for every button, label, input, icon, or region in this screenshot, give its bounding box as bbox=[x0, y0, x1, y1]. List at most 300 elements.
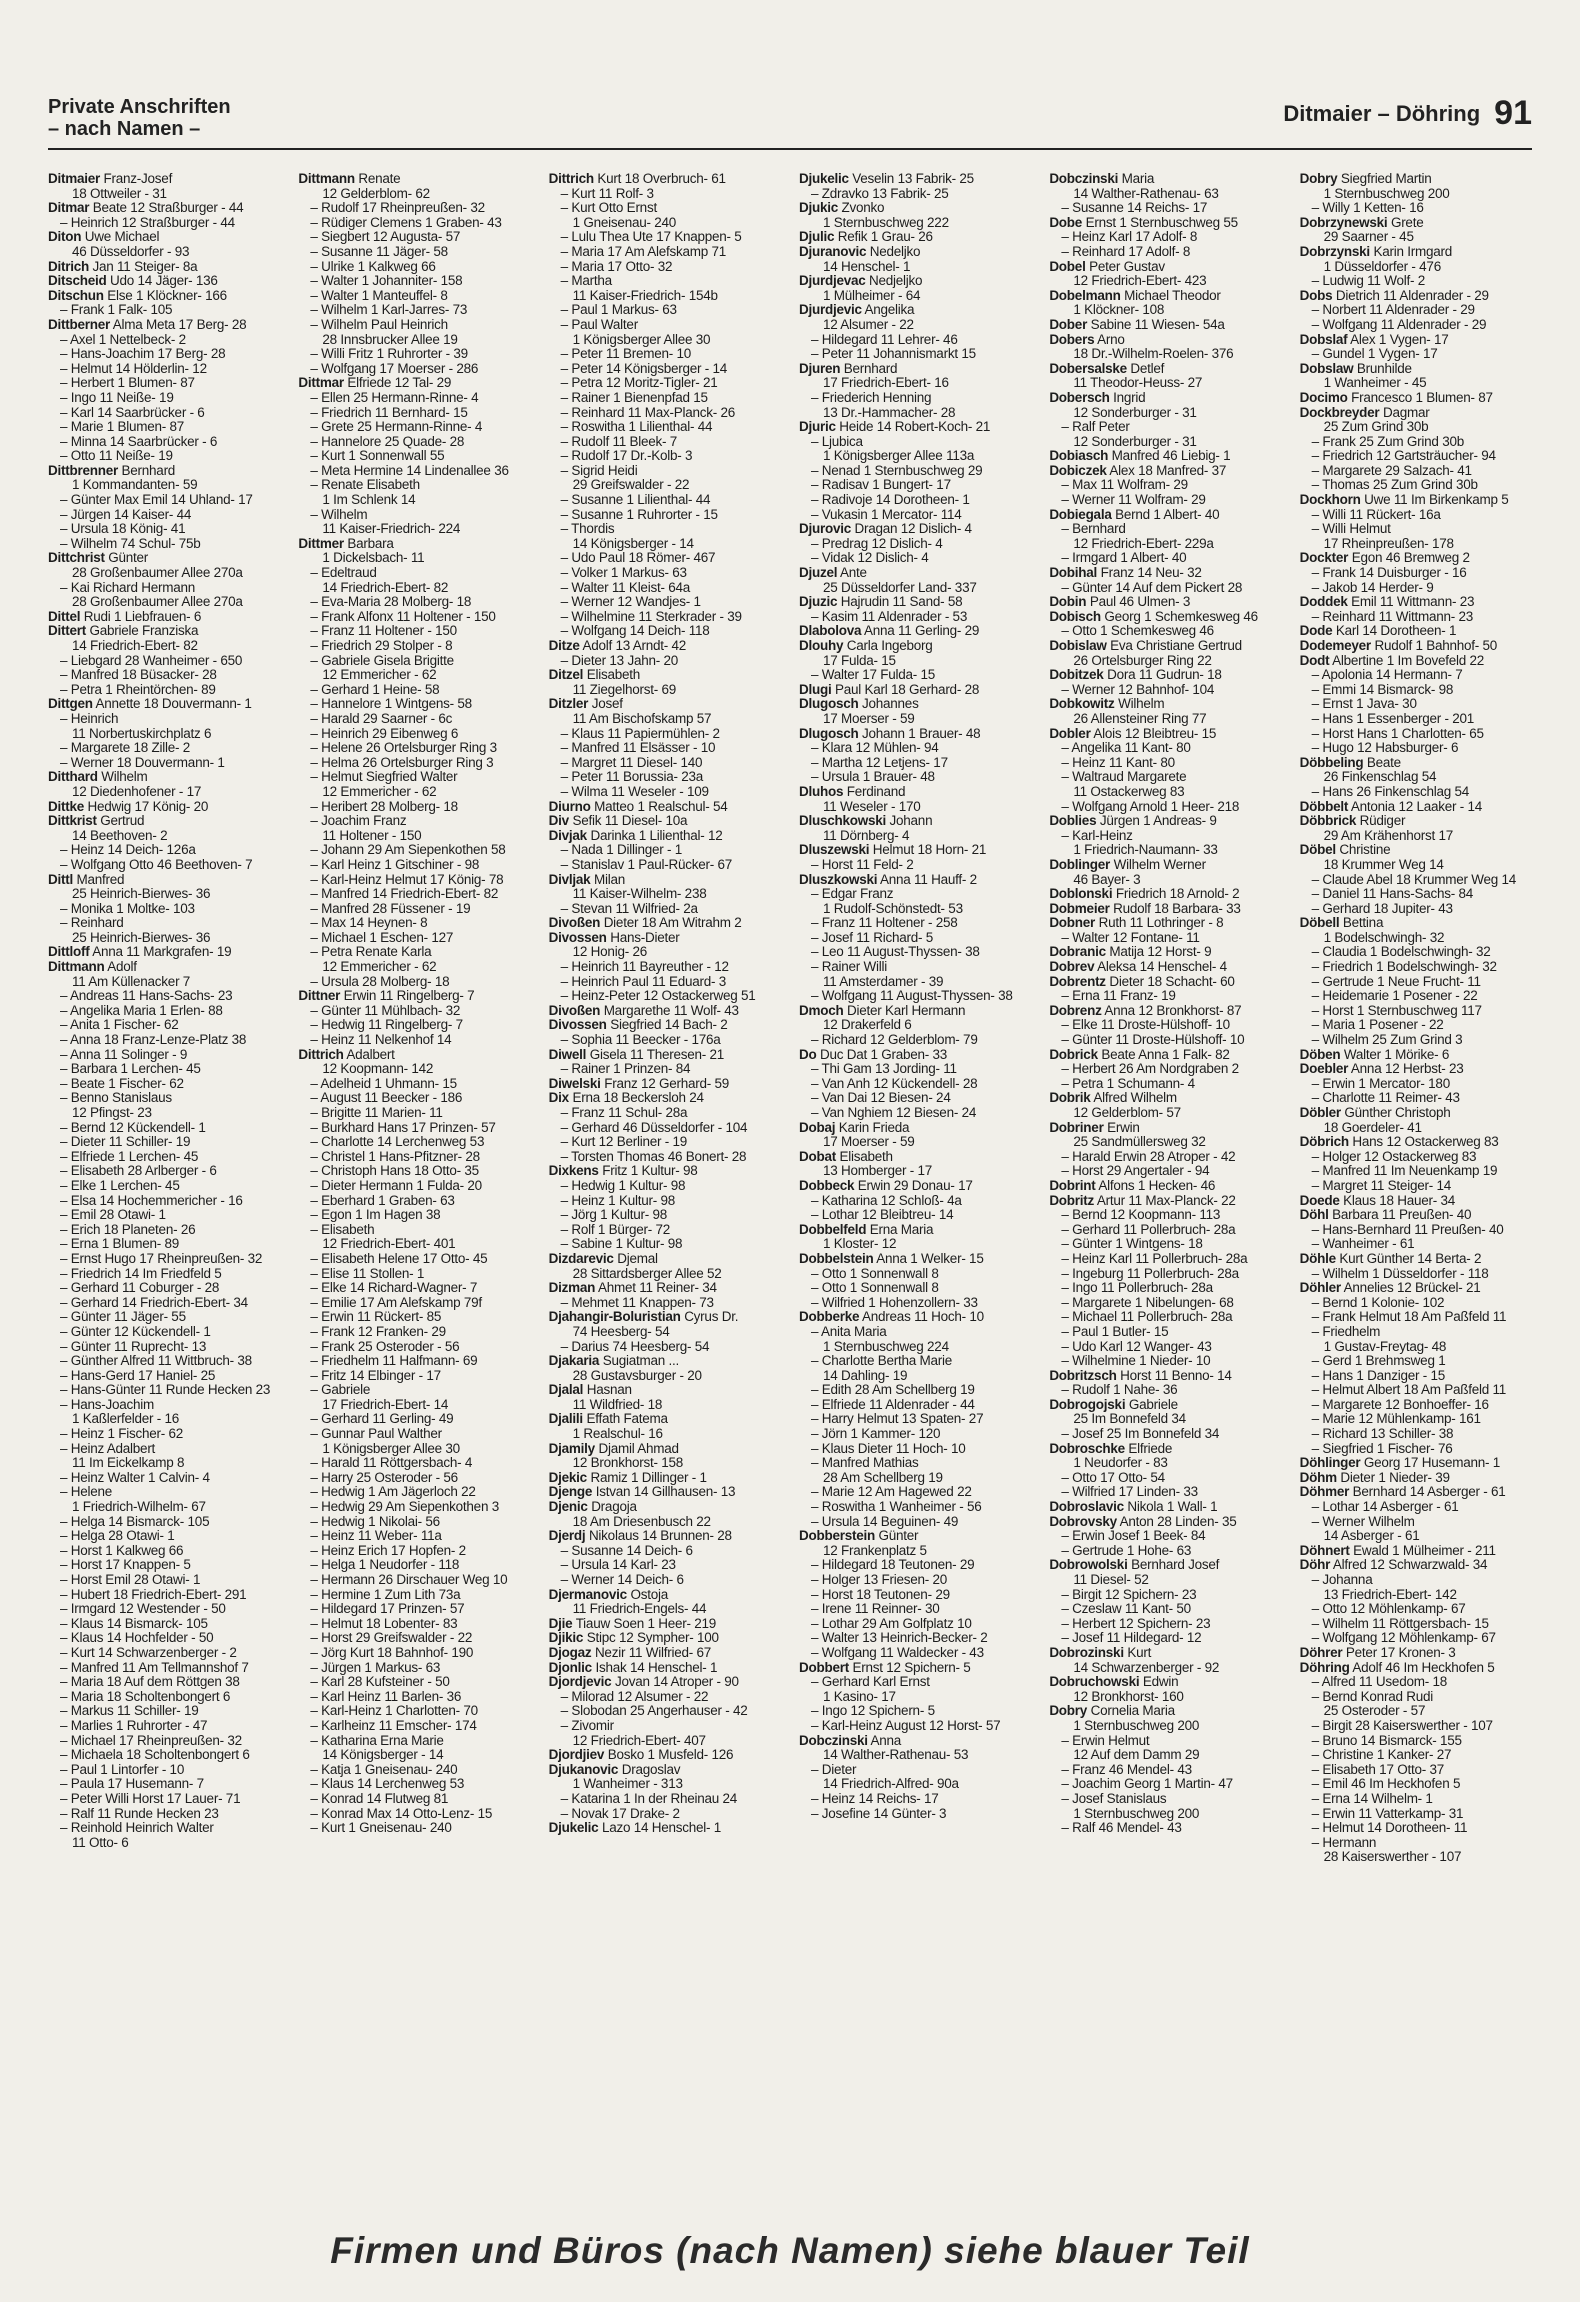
surname: Dockbreyder bbox=[1299, 405, 1380, 420]
entry-address-line: 1 Klöckner- 108 bbox=[1073, 303, 1165, 318]
entry-address-line: 12 Pfingst- 23 bbox=[72, 1106, 152, 1120]
entry-sub-line: – Heinz Adalbert bbox=[60, 1441, 156, 1456]
surname: Dockhorn bbox=[1299, 493, 1361, 508]
surname: Ditzler bbox=[548, 697, 589, 712]
entry-surname-line bbox=[48, 172, 288, 187]
entry-address-line: 11 Kaiser-Wilhelm- 238 bbox=[572, 887, 707, 902]
entry-sub-line: – Josefine 14 Günter- 3 bbox=[810, 1806, 947, 1821]
entry-details: Andreas 11 Hoch- 10 bbox=[862, 1310, 984, 1325]
surname: Dizdarevic bbox=[548, 1251, 614, 1266]
entry-surname-line bbox=[799, 843, 1039, 858]
surname: Dobry bbox=[1049, 1704, 1088, 1719]
entry-details: Aleksa 14 Henschel- 4 bbox=[1097, 960, 1227, 975]
entry-sub-line: – Paul 1 Butler- 15 bbox=[1061, 1324, 1169, 1339]
entry-details: Peter 17 Kronen- 3 bbox=[1345, 1645, 1456, 1660]
entry-sub-line: – Frank 25 Osteroder - 56 bbox=[310, 1339, 460, 1354]
entry-details: Anna bbox=[870, 1733, 902, 1748]
entry-sub-line: – Gerhard 11 Pollerbruch- 28a bbox=[1061, 1222, 1236, 1237]
surname: Döbel bbox=[1299, 843, 1336, 858]
entry-address-line: 11 Amsterdamer - 39 bbox=[822, 974, 944, 989]
entry-sub-line: – Manfred 28 Füssener - 19 bbox=[310, 901, 471, 916]
entry-sub-line: – Petra Renate Karla bbox=[310, 945, 432, 960]
surname: Dobel bbox=[1049, 259, 1086, 274]
entry-surname-line bbox=[549, 1252, 789, 1267]
entry-sub-line: – Heinz 1 Fischer- 62 bbox=[60, 1427, 184, 1442]
entry-address-line: 1 Dickelsbach- 11 bbox=[322, 551, 425, 566]
surname: Djordjiev bbox=[548, 1748, 605, 1763]
entry-details: Sefik 11 Diesel- 10a bbox=[572, 814, 688, 829]
entry-details: Erna 18 Beckersloh 24 bbox=[572, 1091, 704, 1106]
entry-sub-line: – Waltraud Margarete bbox=[1061, 770, 1187, 785]
entry-sub-line: – Friedrich 29 Stolper - 8 bbox=[310, 639, 453, 653]
entry-sub-line: – Hubert 18 Friedrich-Ebert- 291 bbox=[60, 1587, 247, 1602]
entry-sub-line: – Helmut Siegfried Walter bbox=[310, 770, 458, 785]
entry-sub-line: – Andreas 11 Hans-Sachs- 23 bbox=[60, 989, 233, 1004]
surname: Dobslaw bbox=[1299, 361, 1354, 376]
directory-column bbox=[799, 172, 1039, 2162]
entry-details: Duc Dat 1 Graben- 33 bbox=[820, 1047, 948, 1062]
directory-column bbox=[1300, 172, 1540, 2162]
entry-details: Dagmar bbox=[1382, 405, 1430, 420]
entry-address-line: 1 Kaßlerfelder - 16 bbox=[72, 1412, 180, 1427]
entry-details: Dragoja bbox=[591, 1500, 637, 1515]
surname: Divjak bbox=[548, 828, 587, 843]
entry-sub-line: – Norbert 11 Aldenrader - 29 bbox=[1311, 303, 1475, 318]
entry-details: Hajrudin 11 Sand- 58 bbox=[840, 595, 963, 610]
entry-sub-line: – Manfred 18 Büsacker- 28 bbox=[60, 668, 217, 683]
entry-sub-line: – Hildegard 18 Teutonen- 29 bbox=[810, 1558, 975, 1573]
entry-sub-line: – Erwin 1 Mercator- 180 bbox=[1311, 1076, 1450, 1091]
entry-details: Ramiz 1 Dillinger - 1 bbox=[590, 1470, 707, 1485]
entry-address-line: 17 Friedrich-Ebert- 14 bbox=[322, 1397, 449, 1412]
entry-sub-line: – Elfriede 1 Lerchen- 45 bbox=[60, 1149, 199, 1164]
entry-surname-line bbox=[549, 697, 789, 712]
entry-sub-line: – Helmut 18 Lobenter- 83 bbox=[310, 1616, 458, 1631]
entry-sub-line: – Susanne 1 Lilienthal- 44 bbox=[560, 493, 711, 508]
entry-sub-line: – Nenad 1 Sternbuschweg 29 bbox=[810, 463, 983, 478]
entry-sub-line: – Ursula 14 Beguinen- 49 bbox=[810, 1514, 959, 1529]
surname: Dobrev bbox=[1049, 960, 1095, 975]
entry-sub-line: – Manfred 11 Elsässer - 10 bbox=[560, 741, 716, 756]
entry-sub-line: – Otto 1 Schemkesweg 46 bbox=[1061, 624, 1214, 639]
entry-sub-line: – Friedrich 14 Im Friedfeld 5 bbox=[60, 1266, 222, 1281]
entry-surname-line bbox=[549, 1675, 789, 1690]
entry-sub-line: – Thomas 25 Zum Grind 30b bbox=[1311, 478, 1478, 493]
entry-sub-line: – Klaus 14 Hochfelder - 50 bbox=[60, 1631, 214, 1646]
entry-sub-line: – Elisabeth 28 Arlberger - 6 bbox=[60, 1164, 217, 1179]
entry-sub-line: – Ernst 1 Java- 30 bbox=[1311, 697, 1417, 712]
entry-sub-line: – Walter 1 Johanniter- 158 bbox=[310, 274, 463, 289]
entry-sub-line: – Herbert 26 Am Nordgraben 2 bbox=[1061, 1062, 1239, 1077]
surname: Dobrowolski bbox=[1049, 1558, 1128, 1573]
entry-sub-line: – Friedrich 12 Gartsträucher- 94 bbox=[1311, 449, 1496, 464]
surname: Dittert bbox=[48, 624, 86, 639]
surname: Döbell bbox=[1299, 916, 1340, 931]
entry-details: Else 1 Klöckner- 166 bbox=[107, 288, 227, 303]
entry-address-line: 1 Königsberger Allee 30 bbox=[322, 1441, 460, 1456]
entry-sub-line: – Helga 1 Neudorfer - 118 bbox=[310, 1558, 460, 1573]
entry-surname-line bbox=[1049, 975, 1289, 990]
entry-surname-line bbox=[549, 814, 789, 829]
entry-details: Dragoslav bbox=[621, 1762, 681, 1777]
entry-sub-line: – Irene 11 Reinner- 30 bbox=[810, 1602, 940, 1617]
entry-details: Egon 46 Bremweg 2 bbox=[1351, 551, 1470, 566]
entry-sub-line: – Charlotte 11 Reimer- 43 bbox=[1311, 1091, 1460, 1106]
entry-details: Istvan 14 Gillhausen- 13 bbox=[595, 1485, 736, 1500]
surname: Dobczinski bbox=[1049, 172, 1119, 186]
entry-sub-line: – Horst 17 Knappen- 5 bbox=[60, 1558, 191, 1573]
entry-address-line: 18 Ottweiler - 31 bbox=[72, 186, 167, 201]
entry-details: Beate bbox=[1366, 755, 1401, 770]
surname: Djermanovic bbox=[548, 1587, 627, 1602]
entry-sub-line: – Claude Abel 18 Krummer Weg 14 bbox=[1311, 872, 1517, 887]
entry-address-line: 12 Emmericher - 62 bbox=[322, 960, 437, 975]
entry-details: Nikola 1 Wall- 1 bbox=[1127, 1500, 1218, 1515]
entry-address-line: 1 Bodelschwingh- 32 bbox=[1323, 930, 1445, 945]
entry-address-line: 28 Großenbaumer Allee 270a bbox=[72, 595, 243, 610]
entry-surname-line bbox=[549, 1500, 789, 1515]
entry-sub-line: – Egon 1 Im Hagen 38 bbox=[310, 1208, 441, 1223]
entry-surname-line bbox=[799, 172, 1039, 187]
surname: Dobin bbox=[1049, 595, 1087, 610]
surname: Djukanovic bbox=[548, 1762, 619, 1777]
section-title-line1: Private Anschriften bbox=[48, 96, 231, 118]
entry-sub-line: – Werner Wilhelm bbox=[1311, 1514, 1415, 1529]
entry-address-line: 1 Sternbuschweg 224 bbox=[822, 1339, 949, 1354]
entry-sub-line: – Heinz 11 Kant- 80 bbox=[1061, 755, 1175, 770]
surname: Ditschun bbox=[48, 288, 104, 303]
entry-sub-line: – Heinrich 29 Eibenweg 6 bbox=[310, 726, 459, 741]
entry-details: Anna 11 Gerling- 29 bbox=[864, 624, 980, 639]
surname: Dobbert bbox=[798, 1660, 849, 1675]
entry-sub-line: – Günter 11 Droste-Hülshoff- 10 bbox=[1061, 1033, 1245, 1048]
entry-address-line: 12 Auf dem Damm 29 bbox=[1073, 1748, 1200, 1763]
entry-sub-line: – Heinz 14 Reichs- 17 bbox=[810, 1791, 939, 1806]
entry-sub-line: – Hannelore 25 Quade- 28 bbox=[310, 434, 465, 449]
surname: Divossen bbox=[548, 1018, 607, 1033]
entry-sub-line: – Ernst Hugo 17 Rheinpreußen- 32 bbox=[60, 1251, 263, 1266]
entry-sub-line: – Hans-Joachim 17 Berg- 28 bbox=[60, 347, 226, 362]
surname: Dittbrenner bbox=[48, 463, 119, 478]
entry-address-line: 17 Rheinpreußen- 178 bbox=[1323, 536, 1454, 551]
entry-address-line: 17 Moerser - 59 bbox=[822, 711, 915, 726]
entry-address-line: 11 Am Bischofskamp 57 bbox=[572, 711, 712, 726]
entry-sub-line: – Wanheimer - 61 bbox=[1311, 1237, 1415, 1252]
entry-sub-line: – Marlies 1 Ruhrorter - 47 bbox=[60, 1718, 208, 1733]
entry-sub-line: – Petra 1 Schumann- 4 bbox=[1061, 1076, 1195, 1091]
entry-sub-line: – Jakob 14 Herder- 9 bbox=[1311, 580, 1434, 595]
entry-sub-line: – Kurt 12 Berliner - 19 bbox=[560, 1135, 687, 1150]
entry-sub-line: – Dieter bbox=[810, 1762, 857, 1777]
entry-address-line: 12 Emmericher - 62 bbox=[322, 784, 437, 799]
surname: Divoßen bbox=[548, 916, 601, 931]
surname: Dobat bbox=[798, 1149, 836, 1164]
entry-sub-line: – Heinz Karl 17 Adolf- 8 bbox=[1061, 230, 1198, 245]
entry-surname-line bbox=[48, 960, 288, 975]
entry-address-line: 18 Dr.-Wilhelm-Roelen- 376 bbox=[1073, 347, 1234, 362]
entry-sub-line: – Hans-Gerd 17 Haniel- 25 bbox=[60, 1368, 216, 1383]
entry-address-line: 18 Goerdeler- 41 bbox=[1323, 1120, 1422, 1135]
entry-address-line: 28 Innsbrucker Allee 19 bbox=[322, 332, 458, 347]
entry-surname-line bbox=[799, 683, 1039, 698]
entry-surname-line bbox=[1049, 449, 1289, 464]
entry-sub-line: – Marie 1 Blumen- 87 bbox=[60, 420, 185, 435]
entry-surname-line bbox=[1049, 858, 1289, 873]
surname: Dobrint bbox=[1049, 1178, 1096, 1193]
entry-sub-line: – Thordis bbox=[560, 522, 615, 537]
entry-address-line: 14 Walther-Rathenau- 53 bbox=[822, 1748, 969, 1763]
entry-details: Cornelia Maria bbox=[1090, 1704, 1175, 1719]
entry-surname-line bbox=[1300, 756, 1540, 771]
entry-details: Ruth 11 Lothringer - 8 bbox=[1098, 916, 1224, 931]
entry-details: Walter 1 Mörike- 6 bbox=[1343, 1047, 1450, 1062]
entry-address-line: 14 Königsberger - 14 bbox=[572, 536, 694, 551]
entry-address-line: 12 Koopmann- 142 bbox=[322, 1062, 434, 1077]
entry-details: Margarethe 11 Wolf- 43 bbox=[603, 1003, 739, 1018]
entry-surname-line bbox=[1049, 1675, 1289, 1690]
surname: Döbbrick bbox=[1299, 814, 1357, 829]
surname: Dluschkowski bbox=[798, 814, 887, 829]
entry-sub-line: – Karlheinz 11 Emscher- 174 bbox=[310, 1718, 477, 1733]
entry-sub-line: – Vidak 12 Dislich- 4 bbox=[810, 551, 929, 566]
entry-surname-line bbox=[1049, 566, 1289, 581]
entry-details: Rudi 1 Liebfrauen- 6 bbox=[83, 609, 202, 624]
entry-surname-line bbox=[549, 1048, 789, 1063]
entry-details: Klaus 18 Hauer- 34 bbox=[1343, 1193, 1455, 1208]
entry-details: Alma Meta 17 Berg- 28 bbox=[112, 317, 247, 332]
surname: Djulic bbox=[798, 230, 835, 245]
entry-sub-line: – Helmut 14 Hölderlin- 12 bbox=[60, 361, 207, 376]
entry-sub-line: – Ingo 11 Neiße- 19 bbox=[60, 390, 174, 405]
entry-sub-line: – Horst Hans 1 Charlotten- 65 bbox=[1311, 726, 1484, 741]
entry-sub-line: – Heinz 1 Kultur- 98 bbox=[560, 1193, 675, 1208]
entry-surname-line bbox=[1049, 362, 1289, 377]
entry-address-line: 11 Weseler - 170 bbox=[822, 799, 921, 814]
entry-sub-line: – Susanne 11 Jäger- 58 bbox=[310, 244, 448, 259]
surname: Dobers bbox=[1049, 332, 1095, 347]
surname: Djamily bbox=[548, 1441, 595, 1456]
entry-sub-line: – Konrad 14 Flutweg 81 bbox=[310, 1791, 449, 1806]
surname: Djukic bbox=[798, 201, 838, 216]
entry-address-line: 1 Realschul- 16 bbox=[572, 1427, 663, 1442]
entry-details: Rudolf 18 Barbara- 33 bbox=[1113, 901, 1241, 916]
entry-sub-line: – Ralf 11 Runde Hecken 23 bbox=[60, 1806, 219, 1821]
entry-sub-line: – Otto 1 Sonnenwall 8 bbox=[810, 1266, 939, 1281]
surname: Djuren bbox=[798, 361, 841, 376]
surname: Dobrozinski bbox=[1049, 1645, 1124, 1660]
surname: Dobner bbox=[1049, 916, 1096, 931]
entry-surname-line bbox=[1300, 654, 1540, 669]
entry-sub-line: – Harald 11 Röttgersbach- 4 bbox=[310, 1456, 473, 1471]
entry-surname-line bbox=[549, 1646, 789, 1661]
entry-sub-line: – Hannelore 1 Wintgens- 58 bbox=[310, 697, 472, 712]
entry-sub-line: – Harald 29 Saarner - 6c bbox=[310, 711, 453, 726]
entry-sub-line: – Franz 46 Mendel- 43 bbox=[1061, 1762, 1192, 1777]
entry-sub-line: – Frank Helmut 18 Am Paßfeld 11 bbox=[1311, 1310, 1507, 1325]
entry-details: Dietrich 11 Aldenrader - 29 bbox=[1335, 288, 1489, 303]
entry-surname-line bbox=[799, 566, 1039, 581]
entry-details: Barbara bbox=[347, 536, 394, 551]
entry-details: Renate bbox=[358, 172, 401, 186]
entry-details: Brunhilde bbox=[1356, 361, 1412, 376]
entry-sub-line: – Margarete 1 Nibelungen- 68 bbox=[1061, 1295, 1234, 1310]
entry-surname-line bbox=[1049, 902, 1289, 917]
surname: Doede bbox=[1299, 1193, 1340, 1208]
entry-surname-line bbox=[549, 1004, 789, 1019]
entry-sub-line: – Erna 14 Wilhelm- 1 bbox=[1311, 1791, 1433, 1806]
entry-sub-line: – Hans-Bernhard 11 Preußen- 40 bbox=[1311, 1222, 1504, 1237]
entry-sub-line: – Ljubica bbox=[810, 434, 863, 449]
entry-sub-line: – Reinhard 11 Max-Planck- 26 bbox=[560, 405, 735, 420]
entry-surname-line bbox=[799, 814, 1039, 829]
entry-details: Djemal bbox=[617, 1251, 658, 1266]
entry-details: Helmut 18 Horn- 21 bbox=[872, 843, 987, 858]
entry-details: Alfons 1 Hecken- 46 bbox=[1098, 1178, 1216, 1193]
entry-sub-line: – Frank 12 Franken- 29 bbox=[310, 1324, 446, 1339]
entry-sub-line: – Paul Walter bbox=[560, 317, 638, 332]
entry-details: Franz-Josef bbox=[103, 172, 173, 186]
entry-sub-line: – Günter 14 Auf dem Pickert 28 bbox=[1061, 580, 1243, 595]
entry-address-line: 17 Friedrich-Ebert- 16 bbox=[822, 376, 949, 391]
entry-details: Alex 1 Vygen- 17 bbox=[1350, 332, 1449, 347]
entry-sub-line: – Petra 12 Moritz-Tigler- 21 bbox=[560, 376, 718, 391]
entry-details: Elisabeth bbox=[839, 1149, 893, 1164]
surname: Döhl bbox=[1299, 1208, 1329, 1223]
entry-sub-line: – Hans 1 Danziger - 15 bbox=[1311, 1368, 1445, 1383]
entry-sub-line: – Thi Gam 13 Jording- 11 bbox=[810, 1062, 957, 1077]
entry-sub-line: – Edeltraud bbox=[310, 566, 377, 581]
entry-sub-line: – Kurt 1 Gneisenau- 240 bbox=[310, 1821, 452, 1836]
entry-surname-line bbox=[549, 1471, 789, 1486]
entry-address-line: 28 Sittardsberger Allee 52 bbox=[572, 1266, 722, 1281]
entry-details: Hasnan bbox=[586, 1383, 632, 1398]
entry-address-line: 11 Dörnberg- 4 bbox=[822, 828, 910, 843]
entry-sub-line: – Zivomir bbox=[560, 1718, 614, 1733]
entry-sub-line: – Lothar 12 Bleibtreu- 14 bbox=[810, 1208, 954, 1223]
entry-surname-line bbox=[549, 1412, 789, 1427]
entry-surname-line bbox=[799, 1179, 1039, 1194]
entry-sub-line: – Udo Paul 18 Römer- 467 bbox=[560, 551, 716, 566]
entry-address-line: 29 Am Krähenhorst 17 bbox=[1323, 828, 1453, 843]
entry-surname-line bbox=[1300, 493, 1540, 508]
entry-details: Cyrus Dr. bbox=[684, 1310, 739, 1325]
entry-sub-line: – Klara 12 Mühlen- 94 bbox=[810, 741, 939, 756]
entry-address-line: 12 Alsumer - 22 bbox=[822, 317, 914, 332]
entry-sub-line: – Helene bbox=[60, 1485, 113, 1500]
entry-sub-line: – Rainer 1 Bienenpfad 15 bbox=[560, 390, 708, 405]
entry-sub-line: – Heinrich bbox=[60, 711, 119, 726]
entry-sub-line: – Reinhard 17 Adolf- 8 bbox=[1061, 244, 1191, 259]
entry-sub-line: – Daniel 11 Hans-Sachs- 84 bbox=[1311, 887, 1473, 902]
entry-details: Alfred Wilhelm bbox=[1093, 1091, 1177, 1106]
entry-surname-line bbox=[799, 595, 1039, 610]
entry-sub-line: – Herbert 1 Blumen- 87 bbox=[60, 376, 195, 391]
entry-address-line: 12 Honig- 26 bbox=[572, 945, 647, 960]
entry-sub-line: – Milorad 12 Alsumer - 22 bbox=[560, 1689, 709, 1704]
entry-sub-line: – Günter 1 Wintgens- 18 bbox=[1061, 1237, 1203, 1252]
entry-details: Albertine 1 Im Bovefeld 22 bbox=[1332, 653, 1484, 668]
entry-surname-line bbox=[549, 668, 789, 683]
entry-surname-line bbox=[1300, 216, 1540, 231]
entry-sub-line: – Horst 11 Feld- 2 bbox=[810, 857, 914, 872]
entry-details: Erwin bbox=[1107, 1120, 1140, 1135]
entry-details: Kurt bbox=[1127, 1645, 1152, 1660]
surname: Döhnert bbox=[1299, 1543, 1350, 1558]
entry-sub-line: – Helene 26 Ortelsburger Ring 3 bbox=[310, 741, 497, 756]
entry-sub-line: – Joachim Franz bbox=[310, 814, 407, 829]
entry-details: Edwin bbox=[1142, 1675, 1179, 1690]
surname: Döhler bbox=[1299, 1281, 1341, 1296]
entry-details: Detlef bbox=[1130, 361, 1165, 376]
entry-details: Gabriele bbox=[1128, 1397, 1178, 1412]
entry-address-line: 14 Asberger - 61 bbox=[1323, 1529, 1420, 1544]
entry-surname-line bbox=[1049, 610, 1289, 625]
entry-sub-line: – Klaus Dieter 11 Hoch- 10 bbox=[810, 1441, 966, 1456]
entry-surname-line bbox=[799, 274, 1039, 289]
entry-sub-line: – Margarete 18 Zille- 2 bbox=[60, 741, 191, 756]
entry-details: Hedwig 17 König- 20 bbox=[87, 799, 209, 814]
surname: Döbbelt bbox=[1299, 799, 1349, 814]
entry-address-line: 13 Dr.-Hammacher- 28 bbox=[822, 405, 956, 420]
entry-sub-line: – Gabriele bbox=[310, 1383, 371, 1398]
entry-surname-line bbox=[1300, 1208, 1540, 1223]
entry-surname-line bbox=[549, 1529, 789, 1544]
surname: Dittmann bbox=[298, 172, 355, 186]
entry-surname-line bbox=[799, 1121, 1039, 1136]
surname: Dobrenz bbox=[1049, 1003, 1102, 1018]
surname: Dlouhy bbox=[798, 639, 844, 653]
entry-address-line: 12 Sonderburger - 31 bbox=[1073, 405, 1197, 420]
entry-address-line: 1 Düsseldorfer - 476 bbox=[1323, 259, 1441, 274]
surname: Dobisch bbox=[1049, 609, 1101, 624]
entry-sub-line: – Maria 18 Scholtenbongert 6 bbox=[60, 1689, 231, 1704]
entry-surname-line bbox=[1049, 508, 1289, 523]
surname: Dobberke bbox=[798, 1310, 860, 1325]
surname: Dobersch bbox=[1049, 390, 1110, 405]
entry-surname-line bbox=[1049, 1704, 1289, 1719]
entry-surname-line bbox=[799, 420, 1039, 435]
entry-sub-line: – Peter 11 Borussia- 23a bbox=[560, 770, 703, 785]
entry-sub-line: – Peter Willi Horst 17 Lauer- 71 bbox=[60, 1791, 241, 1806]
entry-sub-line: – Birgit 12 Spichern- 23 bbox=[1061, 1587, 1197, 1602]
entry-details: Adolf 46 Im Heckhofen 5 bbox=[1352, 1660, 1495, 1675]
entry-surname-line bbox=[298, 172, 538, 187]
entry-surname-line bbox=[1049, 1442, 1289, 1457]
surname: Dittrich bbox=[298, 1047, 344, 1062]
entry-details: Ingrid bbox=[1113, 390, 1146, 405]
entry-sub-line: – Klaus 14 Lerchenweg 53 bbox=[310, 1777, 465, 1792]
entry-sub-line: – Jürgen 14 Kaiser- 44 bbox=[60, 507, 192, 522]
entry-sub-line: – Konrad Max 14 Otto-Lenz- 15 bbox=[310, 1806, 493, 1821]
entry-sub-line: – Walter 12 Fontane- 11 bbox=[1061, 930, 1200, 945]
entry-address-line: 12 Friedrich-Ebert- 407 bbox=[572, 1733, 706, 1748]
entry-surname-line bbox=[1300, 289, 1540, 304]
surname: Djordjevic bbox=[548, 1675, 612, 1690]
entry-sub-line: – Margarete 12 Bonhoeffer- 16 bbox=[1311, 1397, 1489, 1412]
entry-details: Ishak 14 Henschel- 1 bbox=[595, 1660, 718, 1675]
entry-details: Gertrud bbox=[100, 814, 145, 829]
surname: Dittberner bbox=[48, 317, 111, 332]
directory-column bbox=[298, 172, 538, 2162]
entry-sub-line: – Hans-Joachim bbox=[60, 1397, 155, 1412]
entry-sub-line: – Udo Karl 12 Wanger- 43 bbox=[1061, 1339, 1212, 1354]
entry-sub-line: – Stevan 11 Wilfried- 2a bbox=[560, 901, 698, 916]
surname: Döhm bbox=[1299, 1470, 1337, 1485]
entry-sub-line: – Elisabeth Helene 17 Otto- 45 bbox=[310, 1251, 488, 1266]
entry-sub-line: – Birgit 28 Kaiserswerther - 107 bbox=[1311, 1718, 1493, 1733]
entry-sub-line: – Peter 11 Bremen- 10 bbox=[560, 347, 691, 362]
surname: Dittchrist bbox=[48, 551, 105, 566]
